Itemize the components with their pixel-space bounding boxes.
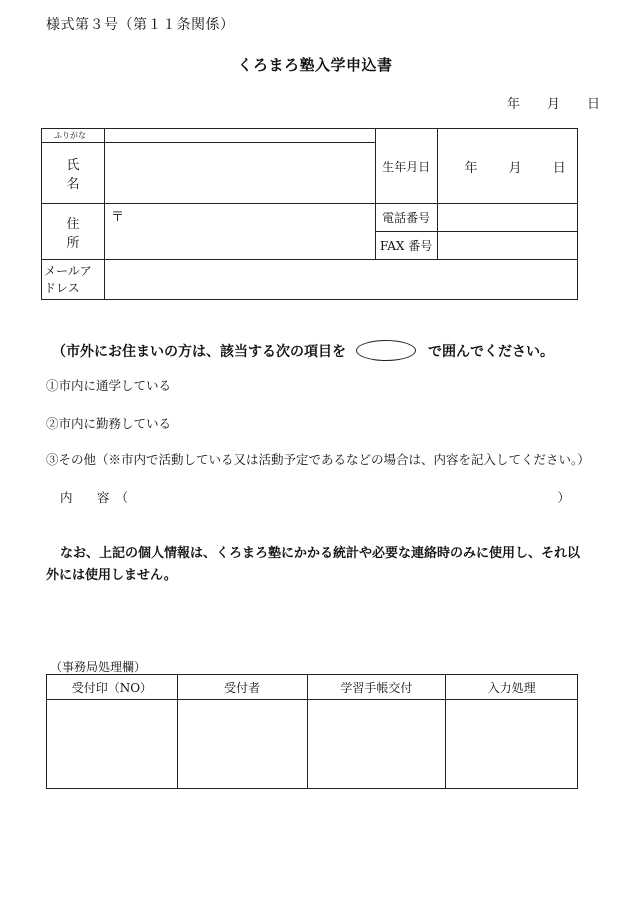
email-field[interactable] [105, 260, 578, 300]
content-field[interactable] [60, 488, 570, 506]
office-cell-handbook[interactable] [307, 700, 446, 789]
office-col-handbook: 学習手帳交付 [307, 675, 446, 700]
office-col-receiver: 受付者 [177, 675, 307, 700]
office-caption: （事務局処理欄） [50, 660, 147, 674]
date-month-unit: 月 [546, 97, 560, 112]
fax-field[interactable] [437, 232, 577, 260]
applicant-table [41, 128, 578, 300]
name-label: 氏 名 [42, 143, 105, 204]
office-cell-receiver[interactable] [177, 700, 307, 789]
email-label: メールアドレス [42, 260, 105, 300]
privacy-notice: なお、上記の個人情報は、くろまろ塾にかかる統計や必要な連絡時のみに使用し、それ以外には使用しません。 [46, 546, 581, 583]
office-cell-reception-stamp[interactable] [47, 700, 178, 789]
form-number: 様式第３号（第１１条関係） [46, 17, 235, 33]
office-col-reception-stamp: 受付印（NO） [47, 675, 178, 700]
furigana-field[interactable] [105, 129, 376, 143]
office-table [46, 674, 578, 789]
fax-label: FAX 番号 [375, 232, 437, 260]
birth-year-unit: 年 [464, 160, 478, 176]
content-label: 内 容（ [60, 490, 135, 505]
date-day-unit: 日 [586, 97, 600, 112]
office-cell-input[interactable] [446, 700, 578, 789]
option-work[interactable]: ②市内に勤務している [46, 416, 172, 431]
postal-mark: 〒 [111, 210, 125, 225]
ellipse-mark-icon [356, 340, 416, 361]
page-title: くろまろ塾入学申込書 [237, 56, 393, 74]
address-field[interactable] [105, 204, 376, 260]
address-label: 住 所 [42, 204, 105, 260]
content-close: ） [557, 490, 570, 505]
name-field[interactable] [105, 143, 376, 204]
birthdate-label: 生年月日 [375, 129, 437, 204]
date-year-unit: 年 [506, 97, 520, 112]
phone-field[interactable] [437, 204, 577, 232]
notice-text-after: で囲んでください。 [428, 343, 554, 360]
residence-notice [52, 340, 554, 361]
option-school[interactable]: ①市内に通学している [46, 378, 172, 393]
application-date [480, 93, 600, 112]
phone-label: 電話番号 [375, 204, 437, 232]
furigana-label: ふりがな [42, 129, 105, 143]
option-other[interactable]: ③その他（※市内で活動している又は活動予定であるなどの場合は、内容を記入してください。） [46, 452, 590, 467]
notice-text-before: （市外にお住まいの方は、該当する次の項目を [52, 343, 346, 360]
birth-month-unit: 月 [508, 160, 522, 176]
birth-day-unit: 日 [552, 160, 566, 176]
birthdate-field[interactable] [437, 129, 577, 204]
office-col-input: 入力処理 [446, 675, 578, 700]
